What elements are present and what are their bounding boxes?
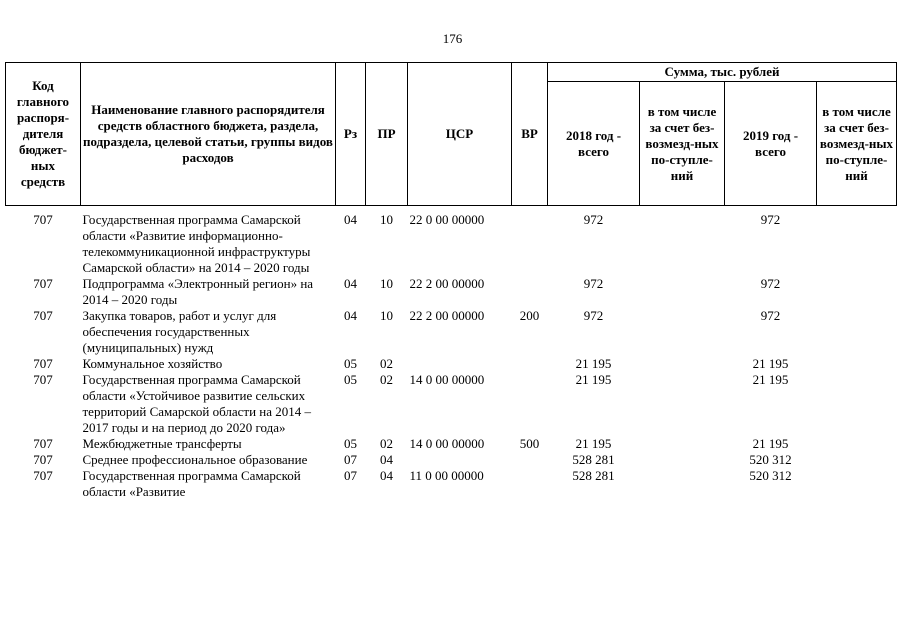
header-pr: ПР [366,63,408,206]
row-code: 707 [33,308,53,323]
row-code: 707 [33,356,53,371]
row-2019-gratis [817,276,897,308]
row-pr: 04 [380,468,393,483]
row-pr: 10 [380,276,393,291]
row-code: 707 [33,372,53,387]
row-rz: 04 [344,276,357,291]
row-2019-gratis [817,452,897,468]
row-2019-total: 21 195 [752,436,789,451]
row-2018-total: 21 195 [575,356,612,371]
row-pr: 10 [380,212,393,227]
row-2018-gratis [640,468,725,500]
table-row [6,468,897,500]
row-2019-gratis [817,436,897,452]
row-name: Подпрограмма «Электронный регион» на 2014 – 2020 годы [82,276,314,307]
row-rz: 05 [344,436,357,451]
row-2018-total: 21 195 [575,372,612,387]
table-row [6,308,897,356]
row-2019-total: 972 [760,212,781,227]
row-rz: 04 [344,308,357,323]
row-csr [408,356,512,372]
table-header [6,63,897,206]
row-2019-total: 21 195 [752,372,789,387]
row-2018-total: 528 281 [572,452,615,467]
row-2019-total: 520 312 [749,468,792,483]
row-rz: 05 [344,356,357,371]
row-name: Коммунальное хозяйство [82,356,223,371]
row-vr [512,276,548,308]
row-vr [512,452,548,468]
row-rz: 07 [344,452,357,467]
row-name: Закупка товаров, работ и услуг для обеспечения государственных (муниципальных) нужд [82,308,277,355]
row-code: 707 [33,212,53,227]
header-2019-gratis: в том числе за счет без-возмезд-ных по-ступле-ний [817,82,897,206]
row-2018-total: 972 [583,212,604,227]
table-row [6,276,897,308]
row-2018-gratis [640,356,725,372]
page-number: 176 [442,31,463,46]
budget-table [5,62,897,500]
table-row [6,436,897,452]
row-vr [512,372,548,436]
header-csr: ЦСР [408,63,512,206]
row-2018-total: 972 [583,308,604,323]
row-2019-gratis [817,372,897,436]
header-2018-total: 2018 год - всего [548,82,640,206]
row-2018-gratis [640,308,725,356]
row-rz: 05 [344,372,357,387]
row-2019-total: 972 [760,276,781,291]
row-code: 707 [33,468,53,483]
row-2018-gratis [640,276,725,308]
table-row [6,372,897,436]
header-code: Код главного распоря-дителя бюджет-ных средств [6,63,81,206]
header-sum-group: Сумма, тыс. рублей [548,63,897,82]
row-code: 707 [33,452,53,467]
table-body [6,206,897,501]
row-2018-gratis [640,212,725,276]
row-vr [512,356,548,372]
row-2019-gratis [817,356,897,372]
header-rz: Рз [336,63,366,206]
row-2018-total: 21 195 [575,436,612,451]
row-2018-total: 972 [583,276,604,291]
row-code: 707 [33,276,53,291]
row-name: Государственная программа Самарской области «Устойчивое развитие сельских территорий Самарской области на 2014 – 2017 годы и на период до 2020 года» [82,372,311,435]
row-vr [512,212,548,276]
row-csr: 14 0 00 00000 [409,372,485,387]
table-row [6,356,897,372]
row-code: 707 [33,436,53,451]
row-vr [512,468,548,500]
row-csr: 22 0 00 00000 [409,212,485,227]
row-csr: 11 0 00 00000 [409,468,484,483]
row-2019-gratis [817,468,897,500]
row-rz: 07 [344,468,357,483]
row-name: Межбюджетные трансферты [82,436,242,451]
row-2018-gratis [640,372,725,436]
row-2018-gratis [640,436,725,452]
row-csr [408,452,512,468]
row-csr: 22 2 00 00000 [409,308,485,323]
table-row [6,212,897,276]
row-csr: 14 0 00 00000 [409,436,485,451]
row-pr: 10 [380,308,393,323]
row-vr: 500 [519,436,540,451]
row-2019-total: 972 [760,308,781,323]
header-name: Наименование главного распорядителя средств областного бюджета, раздела, подраздела, целевой статьи, группы видов расходов [81,63,336,206]
row-name: Государственная программа Самарской области «Развитие информационно-телекоммуникационной инфраструктуры Самарской области» на 2014 – 2020 годы [82,212,311,275]
row-2018-total: 528 281 [572,468,615,483]
row-pr: 02 [380,372,393,387]
row-2019-gratis [817,308,897,356]
row-name: Среднее профессиональное образование [82,452,308,467]
row-2019-gratis [817,212,897,276]
header-2019-total: 2019 год - всего [725,82,817,206]
row-2018-gratis [640,452,725,468]
row-pr: 02 [380,436,393,451]
table-row [6,452,897,468]
row-csr: 22 2 00 00000 [409,276,485,291]
row-vr: 200 [519,308,540,323]
row-rz: 04 [344,212,357,227]
row-pr: 02 [380,356,393,371]
row-2019-total: 21 195 [752,356,789,371]
row-2019-total: 520 312 [749,452,792,467]
row-name: Государственная программа Самарской области «Развитие [82,468,301,499]
row-pr: 04 [380,452,393,467]
header-vr: ВР [512,63,548,206]
header-2018-gratis: в том числе за счет без-возмезд-ных по-ступле-ний [640,82,725,206]
